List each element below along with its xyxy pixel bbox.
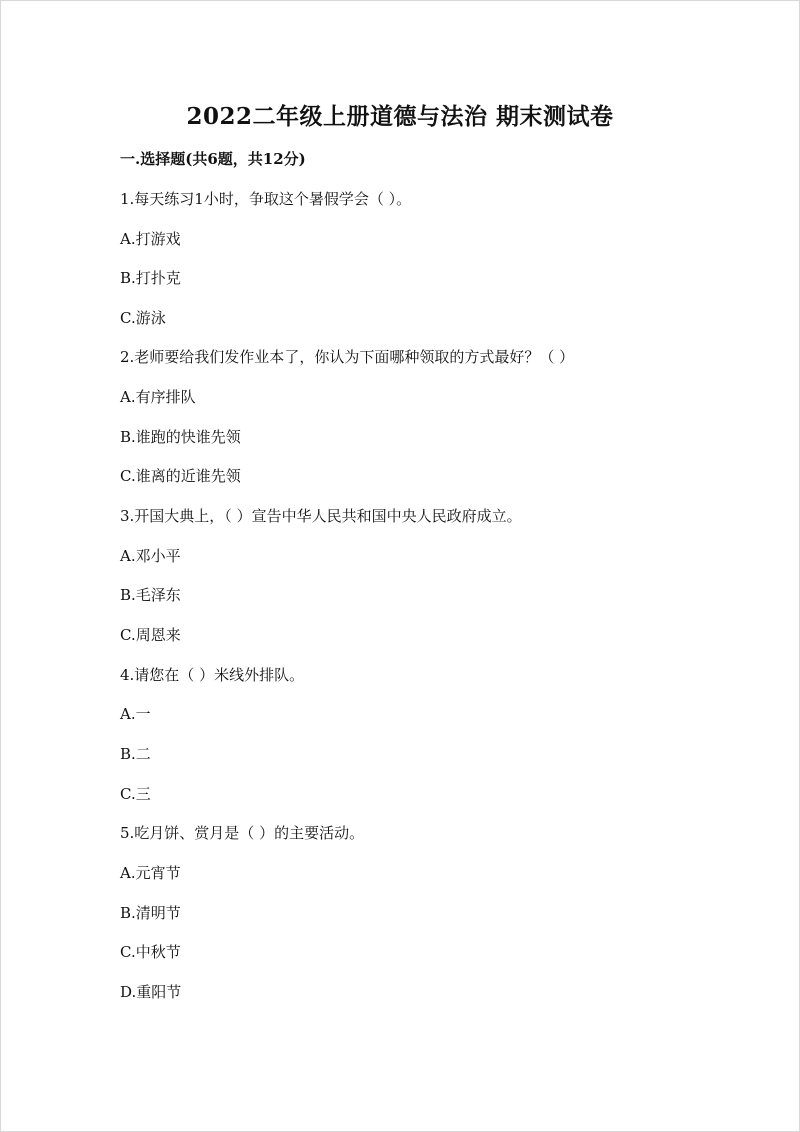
question-1-option-b: B.打扑克 <box>120 269 181 287</box>
question-4-option-b: B.二 <box>120 745 151 763</box>
question-2-option-c: C.谁离的近谁先领 <box>120 467 241 485</box>
question-5-option-b: B.清明节 <box>120 904 181 922</box>
page-title: 2022二年级上册道德与法治 期末测试卷 <box>186 103 614 130</box>
question-stem-3: 3.开国大典上，（ ）宣告中华人民共和国中央人民政府成立。 <box>120 507 522 525</box>
question-1-option-c: C.游泳 <box>120 309 166 327</box>
question-5-option-c: C.中秋节 <box>120 943 181 961</box>
question-1-option-a: A.打游戏 <box>120 230 181 248</box>
question-stem-2: 2.老师要给我们发作业本了，你认为下面哪种领取的方式最好？（ ） <box>120 348 575 366</box>
question-stem-4: 4.请您在（ ）米线外排队。 <box>120 666 305 684</box>
question-3-option-c: C.周恩来 <box>120 626 181 644</box>
question-2-option-b: B.谁跑的快谁先领 <box>120 428 241 446</box>
question-2-option-a: A.有序排队 <box>120 388 196 406</box>
question-4-option-c: C.三 <box>120 785 151 803</box>
question-stem-5: 5.吃月饼、赏月是（ ）的主要活动。 <box>120 824 365 842</box>
question-3-option-a: A.邓小平 <box>120 547 181 565</box>
question-stem-1: 1.每天练习1小时，争取这个暑假学会（ ）。 <box>120 190 412 208</box>
question-5-option-d: D.重阳节 <box>120 983 182 1001</box>
question-3-option-b: B.毛泽东 <box>120 586 181 604</box>
question-4-option-a: A.一 <box>120 705 151 723</box>
question-5-option-a: A.元宵节 <box>120 864 181 882</box>
section-heading: 一.选择题(共6题，共12分) <box>120 150 306 168</box>
